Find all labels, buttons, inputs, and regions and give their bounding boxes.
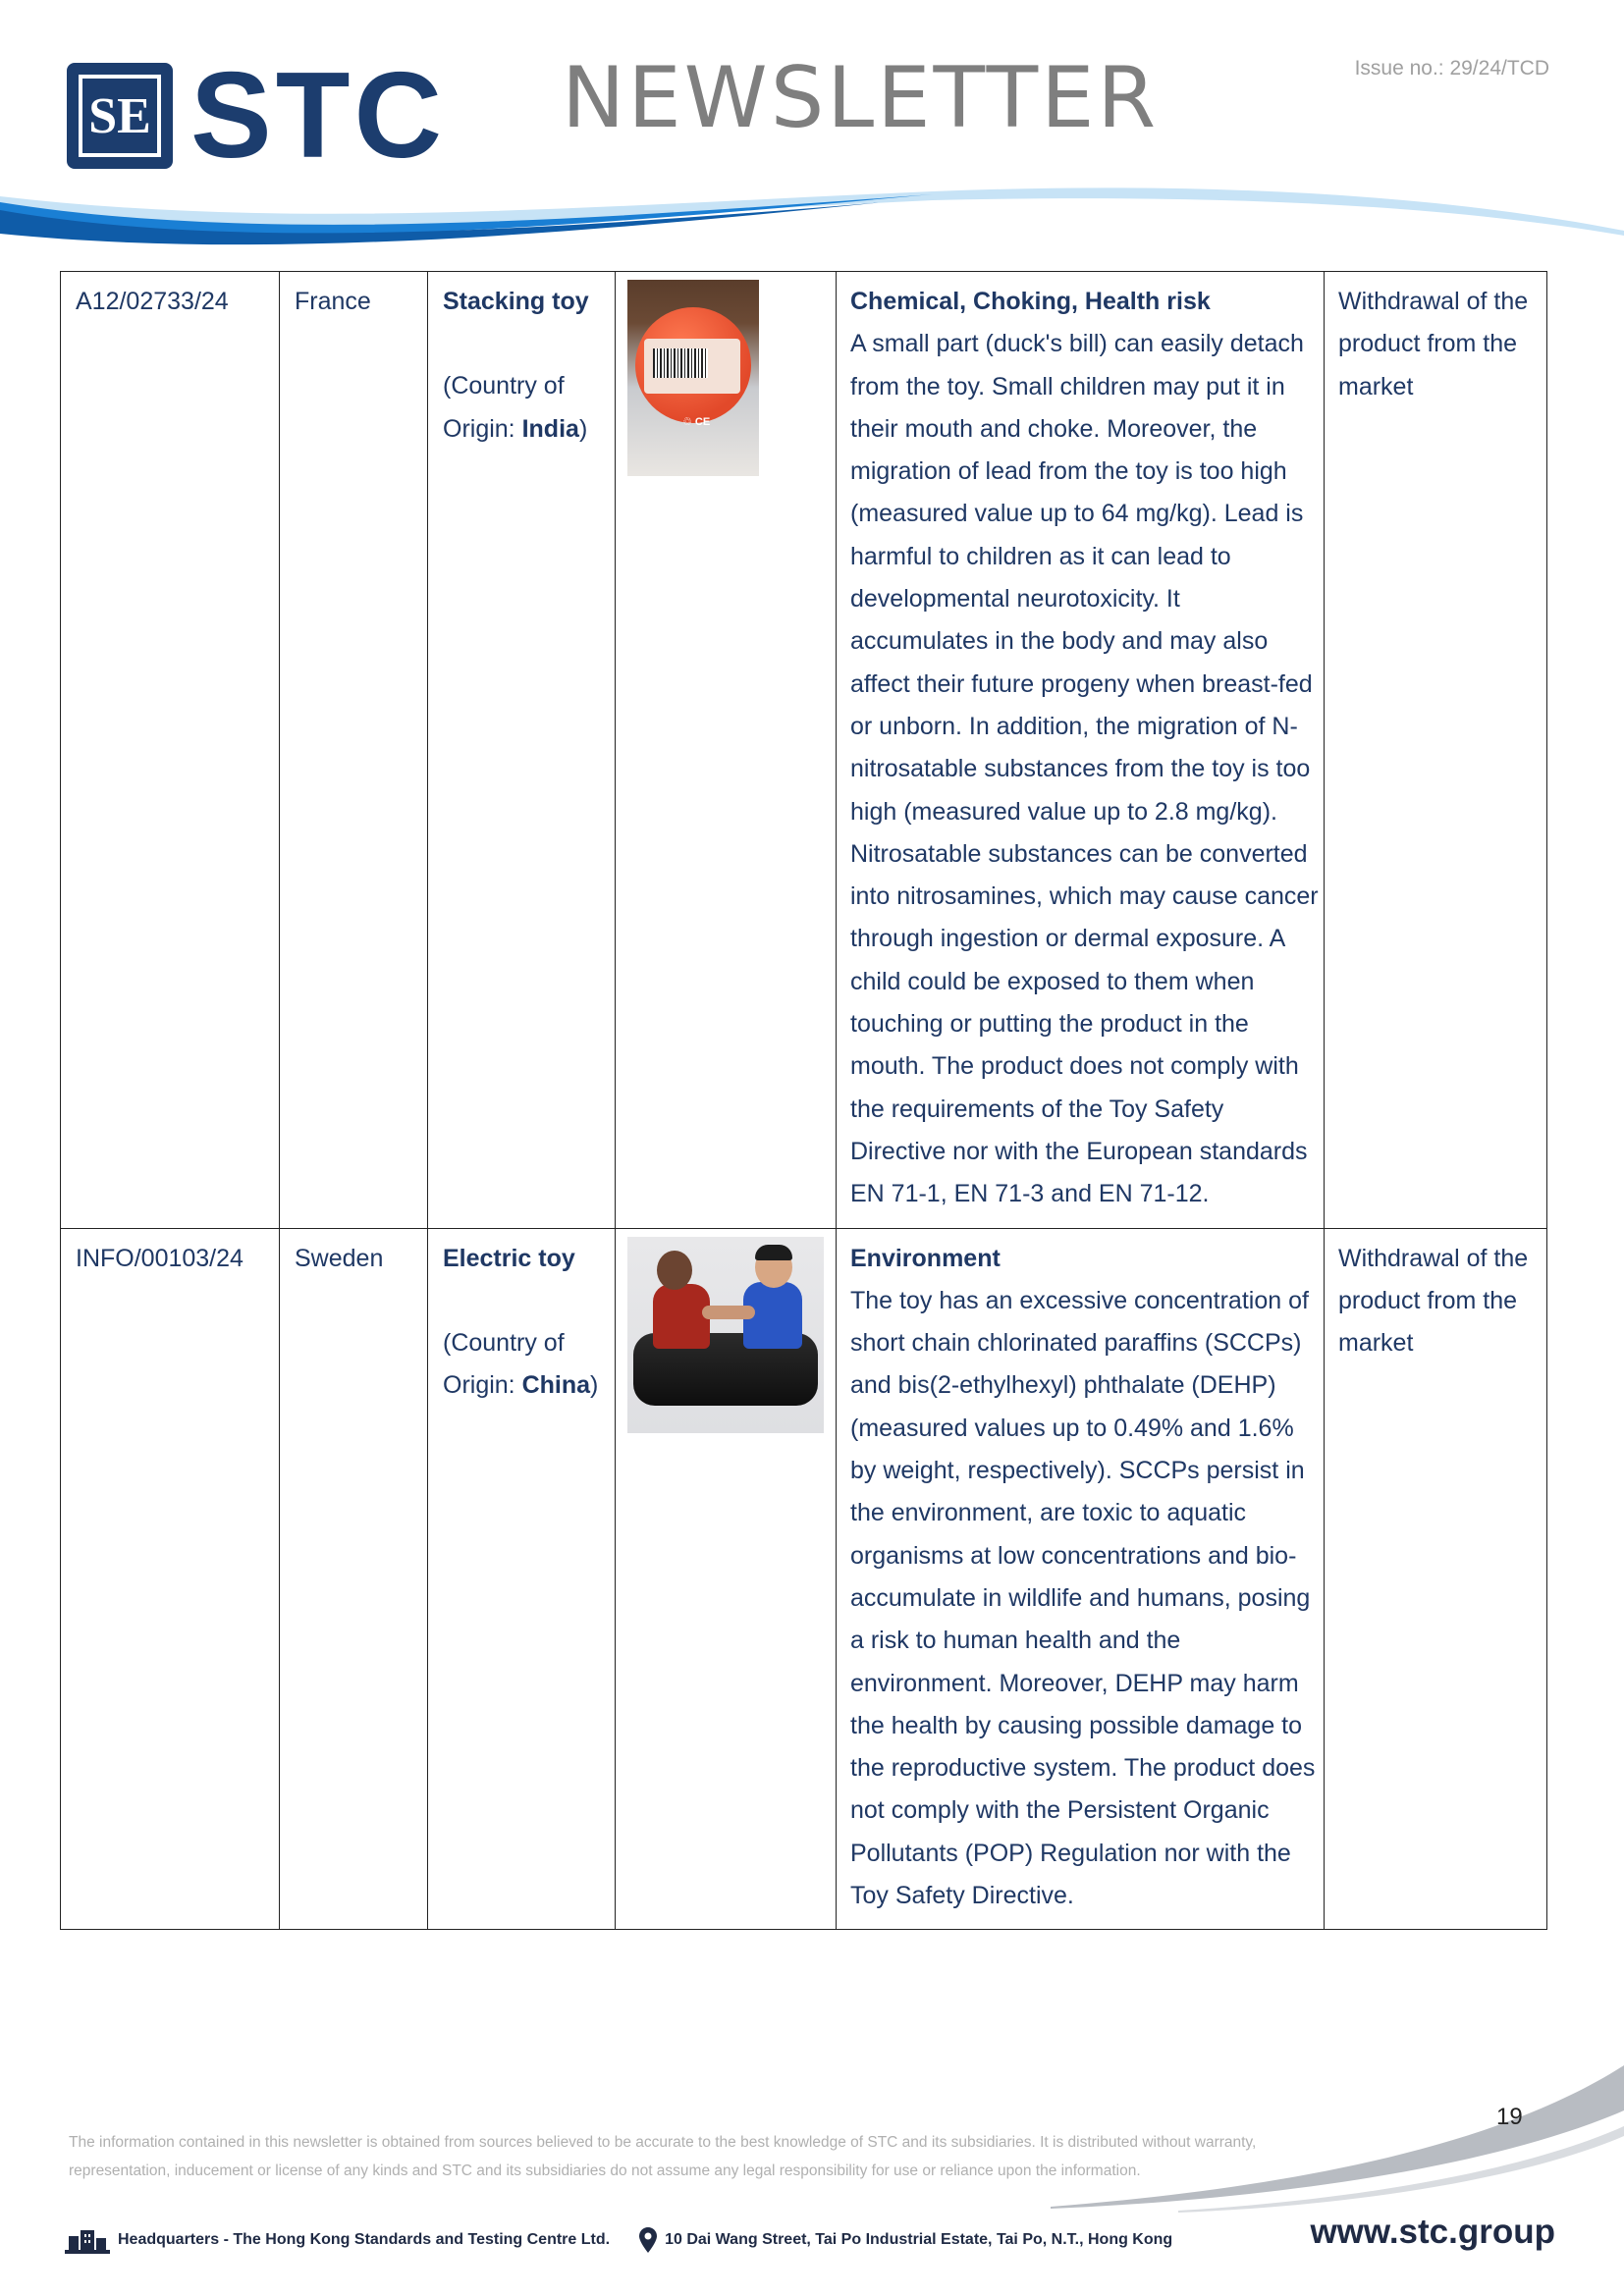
arm-wrestling-figures-photo [627,1237,824,1433]
table-row [61,1228,1547,1930]
risk-description: A small part (duck's bill) can easily detach from the toy. Small children may put it in their mouth and choke. Moreover, the migration of lead from the toy is too high (measured value up to 64 mg/kg). Lead is harmful to children as it can lead to developmental neurotoxicity. It accumulates in the body and may also affect their future progeny when breast-fed or unborn. In addition, the migration of N-nitrosatable substances from the toy is too high (measured value up to 2.8 mg/kg). Nitrosatable substances can be converted into nitrosamines, which may cause cancer through ingestion or dermal exposure. A child could be exposed to them when touching or putting the product in the mouth. The product does not comply with the requirements of the Toy Safety Directive nor with the European standards EN 71-1, EN 71-3 and EN 71-12. [850,330,1319,1208]
product-cell [428,272,616,1229]
risk-cell [837,272,1325,1229]
headquarters-text: Headquarters - The Hong Kong Standards and Testing Centre Ltd. [118,2231,611,2248]
country-cell: France [280,272,428,1229]
country-of-origin: (Country of Origin: China) [443,1328,599,1400]
rapex-records-table [60,271,1547,1930]
risk-description: The toy has an excessive concentration of short chain chlorinated paraffins (SCCPs) and bis(2-ethylhexyl) phthalate (DEHP) (measured values up to 0.49% and 1.6% by weight, respectively). SCCPs persist in the environment, are toxic to aquatic organisms at low concentrations and bio-accumulate in wildlife and humans, posing a risk to human health and the environment. Moreover, DEHP may harm the health by causing possible damage to the reproductive system. The product does not comply with the Persistent Organic Pollutants (POP) Regulation nor with the Toy Safety Directive. [850,1286,1316,1909]
page-header [0,0,1624,265]
issue-number: Issue no.: 29/24/TCD [1354,57,1549,80]
newsletter-title: NEWSLETTER [562,49,1160,147]
page-number: 19 [1496,2104,1523,2130]
reference-cell: INFO/00103/24 [61,1228,280,1930]
table-row [61,272,1547,1229]
address-text: 10 Dai Wang Street, Tai Po Industrial Estate, Tai Po, N.T., Hong Kong [665,2231,1173,2248]
disclaimer-text: The information contained in this newsletter is obtained from sources believed to be accurate to the best knowledge of STC and its subsidiaries. It is distributed without warranty, representation, inducement or license of any kinds and STC and its subsidiaries do not assume any legal responsibility for use or reliance upon the information. [69,2134,1257,2179]
headquarters-building-icon [65,2226,110,2254]
header-swoosh-graphic [0,177,1624,255]
measure-cell: Withdrawal of the product from the market [1325,272,1547,1229]
stc-logo-mark: SE [67,63,173,169]
website-link[interactable]: www.stc.group [1310,2213,1555,2251]
risk-title: Chemical, Choking, Health risk [850,288,1211,315]
product-name: Stacking toy [443,288,589,315]
risk-cell [837,1228,1325,1930]
country-cell: Sweden [280,1228,428,1930]
stc-logo [67,48,446,184]
location-pin-icon [639,2227,657,2253]
risk-title: Environment [850,1244,1001,1272]
stacking-toy-duck-photo: ♲ CE [627,280,759,476]
product-name: Electric toy [443,1244,575,1272]
photo-cell [616,272,837,1229]
country-of-origin: (Country of Origin: India) [443,372,588,443]
measure-cell: Withdrawal of the product from the market [1325,1228,1547,1930]
product-cell [428,1228,616,1930]
reference-cell: A12/02733/24 [61,272,280,1229]
photo-cell [616,1228,837,1930]
stc-logo-text: STC [190,48,446,184]
